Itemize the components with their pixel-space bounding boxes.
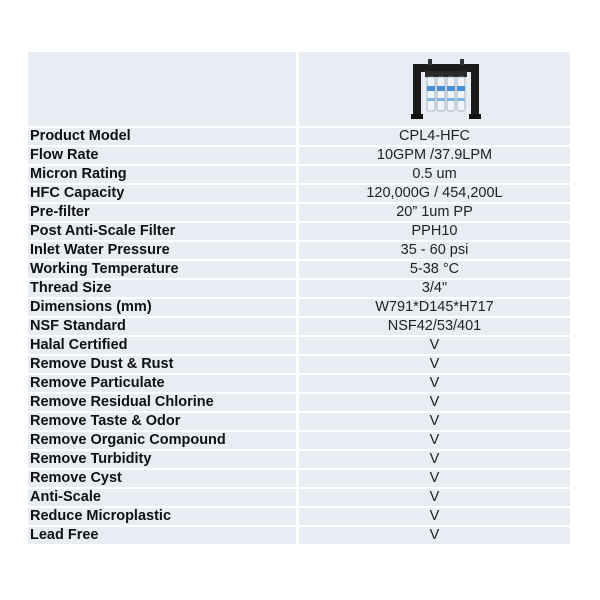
- spec-value: V: [296, 527, 570, 544]
- spec-value: NSF42/53/401: [296, 318, 570, 335]
- spec-value: 120,000G / 454,200L: [296, 185, 570, 202]
- spec-label: Working Temperature: [28, 261, 296, 278]
- spec-value: V: [296, 470, 570, 487]
- image-row-label-cell: [28, 52, 296, 126]
- image-row: [28, 52, 570, 126]
- spec-value: 20” 1um PP: [296, 204, 570, 221]
- spec-label: Remove Taste & Odor: [28, 413, 296, 430]
- spec-value: 5-38 °C: [296, 261, 570, 278]
- spec-value: V: [296, 489, 570, 506]
- spec-label: Halal Certified: [28, 337, 296, 354]
- spec-label: Anti-Scale: [28, 489, 296, 506]
- spec-label: Thread Size: [28, 280, 296, 297]
- spec-row: [28, 223, 570, 240]
- spec-value: V: [296, 356, 570, 373]
- spec-value: PPH10: [296, 223, 570, 240]
- spec-row: [28, 375, 570, 392]
- spec-label: Micron Rating: [28, 166, 296, 183]
- spec-row: [28, 185, 570, 202]
- spec-row: [28, 432, 570, 449]
- spec-value: V: [296, 508, 570, 525]
- spec-row: [28, 489, 570, 506]
- spec-value: V: [296, 451, 570, 468]
- spec-row: [28, 508, 570, 525]
- spec-value: CPL4-HFC: [296, 128, 570, 145]
- spec-value: 35 - 60 psi: [296, 242, 570, 259]
- spec-row: [28, 242, 570, 259]
- spec-value: 0.5 um: [296, 166, 570, 183]
- spec-value: V: [296, 432, 570, 449]
- spec-row: [28, 299, 570, 316]
- water-filter-system-image: [411, 58, 481, 120]
- spec-row: [28, 204, 570, 221]
- spec-row: [28, 128, 570, 145]
- spec-label: Reduce Microplastic: [28, 508, 296, 525]
- spec-label: Remove Turbidity: [28, 451, 296, 468]
- spec-row: [28, 413, 570, 430]
- spec-row: [28, 470, 570, 487]
- spec-value: V: [296, 413, 570, 430]
- spec-row: [28, 451, 570, 468]
- spec-label: Lead Free: [28, 527, 296, 544]
- spec-table: [28, 50, 570, 546]
- spec-label: Remove Residual Chlorine: [28, 394, 296, 411]
- spec-row: [28, 261, 570, 278]
- spec-row: [28, 337, 570, 354]
- spec-label: HFC Capacity: [28, 185, 296, 202]
- image-row-value-cell: [296, 52, 570, 126]
- spec-label: NSF Standard: [28, 318, 296, 335]
- spec-label: Post Anti-Scale Filter: [28, 223, 296, 240]
- spec-value: V: [296, 375, 570, 392]
- spec-label: Pre-filter: [28, 204, 296, 221]
- spec-label: Dimensions (mm): [28, 299, 296, 316]
- spec-value: 10GPM /37.9LPM: [296, 147, 570, 164]
- spec-row: [28, 166, 570, 183]
- spec-value: W791*D145*H717: [296, 299, 570, 316]
- spec-row: [28, 318, 570, 335]
- spec-label: Product Model: [28, 128, 296, 145]
- spec-label: Remove Cyst: [28, 470, 296, 487]
- spec-row: [28, 356, 570, 373]
- spec-row: [28, 147, 570, 164]
- spec-value: V: [296, 394, 570, 411]
- spec-label: Remove Particulate: [28, 375, 296, 392]
- spec-row: [28, 394, 570, 411]
- spec-label: Flow Rate: [28, 147, 296, 164]
- spec-row: [28, 527, 570, 544]
- spec-value: 3/4": [296, 280, 570, 297]
- spec-value: V: [296, 337, 570, 354]
- spec-label: Remove Dust & Rust: [28, 356, 296, 373]
- spec-label: Remove Organic Compound: [28, 432, 296, 449]
- spec-row: [28, 280, 570, 297]
- spec-label: Inlet Water Pressure: [28, 242, 296, 259]
